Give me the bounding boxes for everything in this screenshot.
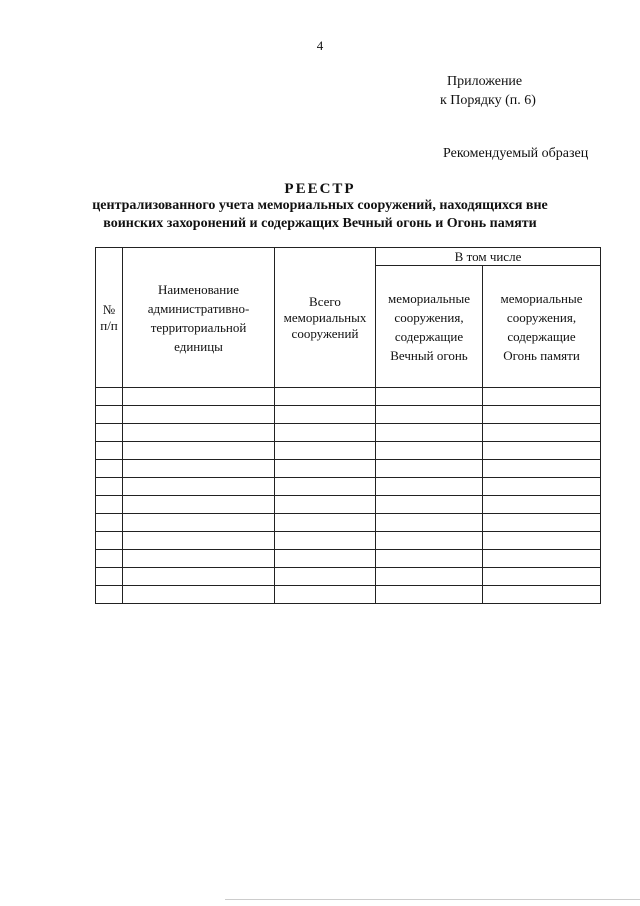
table-row <box>96 568 601 586</box>
table-cell <box>376 424 483 442</box>
table-cell <box>376 532 483 550</box>
header-text: Огонь памяти <box>503 347 580 363</box>
header-text: сооружений <box>291 325 359 341</box>
header-text: Наименование <box>158 281 239 297</box>
table-cell <box>275 424 376 442</box>
table-cell <box>96 460 123 478</box>
header-text: единицы <box>174 338 223 354</box>
table-cell <box>483 496 601 514</box>
table-cell <box>96 496 123 514</box>
header-text: мемориальных <box>283 309 367 325</box>
table-cell <box>96 568 123 586</box>
header-text: Вечный огонь <box>390 347 468 363</box>
table-cell <box>96 478 123 496</box>
table-row <box>96 424 601 442</box>
table-cell <box>275 514 376 532</box>
table-cell <box>483 460 601 478</box>
table-cell <box>275 478 376 496</box>
table-cell <box>123 478 275 496</box>
appendix-note <box>440 72 600 110</box>
table-row <box>96 514 601 532</box>
table-row <box>96 550 601 568</box>
appendix-line-2: к Порядку (п. 6) <box>440 93 536 108</box>
table-cell <box>123 442 275 460</box>
table-cell <box>376 496 483 514</box>
table-cell <box>96 514 123 532</box>
subtitle-line-1: централизованного учета мемориальных сооружений, находящихся вне <box>92 198 548 213</box>
subtitle-line-2: воинских захоронений и содержащих Вечный огонь и Огонь памяти <box>103 216 537 231</box>
table-row <box>96 406 601 424</box>
col-header-including: В том числе <box>376 248 601 266</box>
table-cell <box>275 550 376 568</box>
table-cell <box>123 424 275 442</box>
header-text: мемориальные <box>388 290 470 306</box>
col-header-unit-name <box>123 248 275 388</box>
table-cell <box>376 478 483 496</box>
table-cell <box>483 550 601 568</box>
col-header-total <box>275 248 376 388</box>
table-cell <box>123 460 275 478</box>
table-body <box>96 388 601 604</box>
table-cell <box>376 514 483 532</box>
table-row <box>96 460 601 478</box>
table-cell <box>376 568 483 586</box>
header-text: территориальной <box>150 319 247 335</box>
header-text: сооружения, <box>506 309 577 325</box>
table-cell <box>483 532 601 550</box>
header-text: содержащие <box>507 328 576 344</box>
table-cell <box>376 406 483 424</box>
table-cell <box>376 388 483 406</box>
table-cell <box>483 442 601 460</box>
table-cell <box>376 550 483 568</box>
table-cell <box>123 496 275 514</box>
table-cell <box>123 586 275 604</box>
header-text: сооружения, <box>394 309 464 325</box>
table-cell <box>96 550 123 568</box>
table-row <box>96 442 601 460</box>
document-title: РЕЕСТР <box>284 181 356 197</box>
table-row <box>96 388 601 406</box>
table-row <box>96 496 601 514</box>
table-cell <box>483 568 601 586</box>
table-cell <box>483 478 601 496</box>
table-cell <box>96 442 123 460</box>
col-header-number <box>96 248 123 388</box>
table-cell <box>123 532 275 550</box>
table-cell <box>123 568 275 586</box>
table-cell <box>483 406 601 424</box>
table-cell <box>483 388 601 406</box>
table-cell <box>96 406 123 424</box>
appendix-line-1: Приложение <box>447 74 523 89</box>
table-cell <box>123 514 275 532</box>
registry-table <box>95 247 601 604</box>
table-cell <box>275 388 376 406</box>
table-cell <box>275 496 376 514</box>
table-cell <box>96 424 123 442</box>
header-number-abbr: п/п <box>100 317 118 333</box>
table-cell <box>275 532 376 550</box>
table-cell <box>376 460 483 478</box>
table-row <box>96 586 601 604</box>
recommended-sample-label: Рекомендуемый образец <box>443 146 589 161</box>
table-cell <box>96 532 123 550</box>
table-cell <box>376 586 483 604</box>
table-row <box>96 532 601 550</box>
header-row-top <box>96 248 601 266</box>
table-cell <box>96 388 123 406</box>
table-cell <box>483 424 601 442</box>
table-cell <box>376 442 483 460</box>
header-text: административно- <box>147 300 250 316</box>
table-cell <box>123 550 275 568</box>
header-text: содержащие <box>394 328 464 344</box>
page-number: 4 <box>316 38 324 53</box>
table-cell <box>123 388 275 406</box>
header-text: Всего <box>309 293 341 309</box>
table-cell <box>275 460 376 478</box>
header-number-symbol: № <box>102 301 116 317</box>
table-row <box>96 478 601 496</box>
table-cell <box>275 442 376 460</box>
table-cell <box>96 586 123 604</box>
table-cell <box>275 586 376 604</box>
col-header-eternal-flame <box>376 266 483 388</box>
col-header-memory-flame <box>483 266 601 388</box>
table-cell <box>483 586 601 604</box>
document-subtitle <box>60 197 580 233</box>
table-cell <box>123 406 275 424</box>
table-cell <box>275 406 376 424</box>
table-cell <box>483 514 601 532</box>
header-text: мемориальные <box>500 290 583 306</box>
table-cell <box>275 568 376 586</box>
